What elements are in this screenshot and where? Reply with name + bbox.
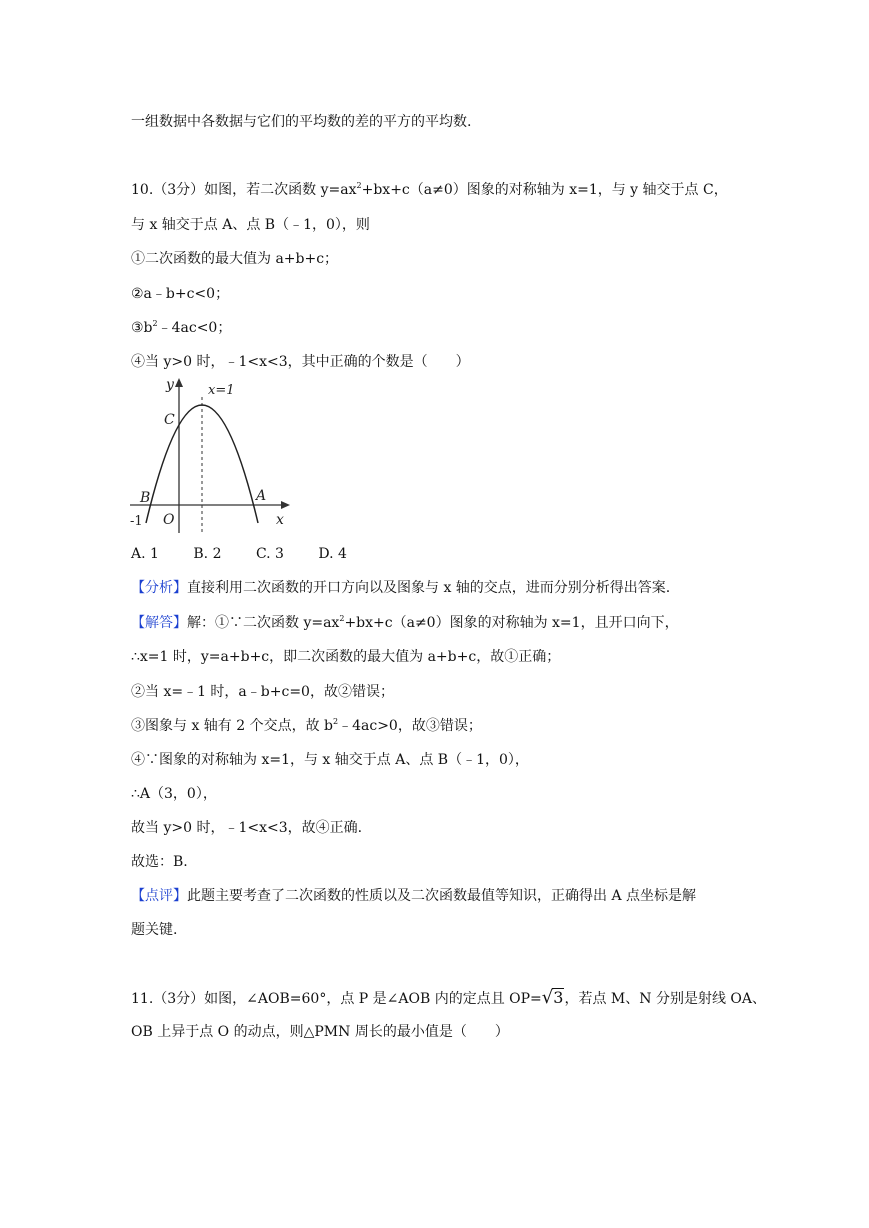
- choice-c: C. 3: [255, 546, 284, 562]
- choice-b: B. 2: [193, 546, 222, 562]
- answer-tag: 【解答】: [131, 615, 187, 631]
- analysis-tag: 【分析】: [131, 580, 187, 596]
- q10-statement-3: [131, 318, 231, 338]
- q10-solution-3: [131, 716, 482, 736]
- q10-solution-4: ④∵图象的对称轴为 x=1，与 x 轴交于点 A、点 B（﹣1，0），: [131, 752, 529, 768]
- sol3-a: ③图象与 x 轴有 2 个交点，故 b: [131, 718, 334, 734]
- sol3-exponent: 2: [333, 717, 339, 726]
- comment-tag: 【点评】: [131, 888, 187, 904]
- q10-solution-5: ∴A（3，0），: [131, 786, 217, 802]
- q11-part-b: ，若点 M、N 分别是射线 OA、: [564, 991, 766, 1007]
- analysis-text: 直接利用二次函数的开口方向以及图象与 x 轴的交点，进而分别分析得出答案.: [187, 580, 671, 596]
- q10-statement-2: ②a﹣b+c<0；: [131, 286, 230, 302]
- answer-b: +bx+c（a≠0）图象的对称轴为 x=1，且开口向下，: [344, 615, 679, 631]
- q10-solution-6: 故当 y>0 时，﹣1<x<3，故④正确.: [131, 820, 363, 836]
- q10-stem-line1: [131, 180, 728, 200]
- q10-solution-2: ②当 x=﹣1 时，a﹣b+c=0，故②错误；: [131, 684, 394, 700]
- previous-answer-tail: 一组数据中各数据与它们的平均数的差的平方的平均数.: [131, 114, 472, 130]
- label-x: x: [276, 512, 284, 528]
- label-symmetry: x=1: [208, 383, 235, 398]
- sol3-b: ﹣4ac>0，故③错误；: [338, 718, 482, 734]
- q10-answer-line1: [131, 613, 679, 633]
- q10-stem-part-a: 10.（3分）如图，若二次函数 y=ax: [131, 182, 357, 198]
- q10-statement-1: ①二次函数的最大值为 a+b+c；: [131, 251, 339, 267]
- q10-stem-line2: 与 x 轴交于点 A、点 B（﹣1，0），则: [131, 217, 370, 233]
- label-y: y: [166, 377, 174, 393]
- q10-solution-7: 故选：B.: [131, 854, 188, 870]
- choice-d: D. 4: [318, 546, 347, 562]
- choice-a: A. 1: [131, 546, 159, 562]
- y-axis-arrow: [175, 378, 183, 387]
- answer-a: 解：①∵二次函数 y=ax: [187, 615, 340, 631]
- q10-statement-4: ④当 y>0 时，﹣1<x<3，其中正确的个数是（ ）: [131, 354, 470, 370]
- sqrt-radicand: 3: [553, 988, 564, 1007]
- comment-text: 此题主要考查了二次函数的性质以及二次函数最值等知识，正确得出 A 点坐标是解: [187, 888, 697, 904]
- q10-exponent: 2: [356, 181, 362, 190]
- q10-comment: [131, 886, 696, 906]
- q11-stem-line1: [131, 988, 766, 1009]
- label-b: B: [140, 490, 151, 506]
- q11-part-a: 11.（3分）如图，∠AOB=60°，点 P 是∠AOB 内的定点且 OP=: [131, 991, 542, 1007]
- q10-s3-exponent: 2: [152, 319, 158, 328]
- q10-choices: [131, 544, 377, 564]
- q10-stem-part-b: +bx+c（a≠0）图象的对称轴为 x=1，与 y 轴交于点 C，: [361, 182, 728, 198]
- q10-solution-1: ∴x=1 时，y=a+b+c，即二次函数的最大值为 a+b+c，故①正确；: [131, 649, 561, 665]
- x-axis-arrow: [281, 501, 290, 509]
- label-a: A: [256, 488, 267, 504]
- label-o: O: [163, 512, 175, 528]
- sqrt-symbol: √: [541, 987, 554, 1008]
- q10-comment-line2: 题关键.: [131, 922, 178, 938]
- parabola-figure: [128, 375, 298, 535]
- answer-exponent: 2: [339, 614, 345, 623]
- q10-s3-a: ③b: [131, 320, 153, 336]
- sqrt-three: [542, 988, 565, 1009]
- q10-analysis: [131, 578, 670, 598]
- label-c: C: [164, 412, 175, 428]
- q11-stem-line2: OB 上异于点 O 的动点，则△PMN 周长的最小值是（ ）: [131, 1024, 509, 1040]
- label-neg1: -1: [130, 514, 143, 529]
- q10-s3-b: ﹣4ac<0；: [157, 320, 232, 336]
